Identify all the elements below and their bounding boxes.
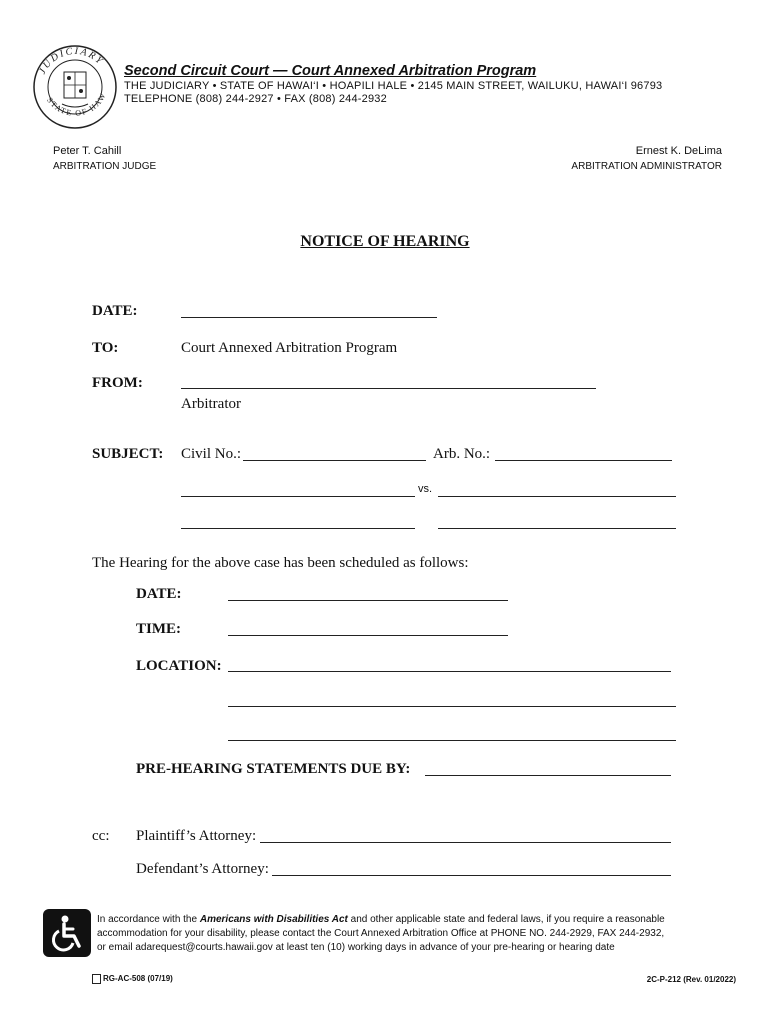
location-label: LOCATION: xyxy=(136,658,222,674)
judge-name: Peter T. Cahill xyxy=(53,145,122,157)
plaintiff-party-field[interactable] xyxy=(181,496,415,497)
prehearing-label: PRE-HEARING STATEMENTS DUE BY: xyxy=(136,761,411,777)
ada-act-name: Americans with Disabilities Act xyxy=(199,914,348,925)
date-field[interactable] xyxy=(181,317,437,318)
to-label: TO: xyxy=(92,340,119,356)
seal-top-text: JUDICIARY xyxy=(37,45,106,77)
footer-right-code: 2C-P-212 (Rev. 01/2022) xyxy=(646,975,736,984)
defendant-party-field-2[interactable] xyxy=(438,528,676,529)
judiciary-seal xyxy=(32,44,118,130)
court-phone: TELEPHONE (808) 244-2927 • FAX (808) 244-2932 xyxy=(124,93,387,105)
schedule-intro: The Hearing for the above case has been scheduled as follows: xyxy=(92,555,469,571)
prehearing-field[interactable] xyxy=(425,775,671,776)
hearing-time-label: TIME: xyxy=(136,621,181,637)
civil-no-label: Civil No.: xyxy=(181,446,242,462)
plaintiff-attorney-label: Plaintiff’s Attorney: xyxy=(136,828,257,844)
location-field-1[interactable] xyxy=(228,671,671,672)
location-field-3[interactable] xyxy=(228,740,676,741)
hearing-date-field[interactable] xyxy=(228,600,508,601)
arb-no-field[interactable] xyxy=(495,460,672,461)
judge-title: ARBITRATION JUDGE xyxy=(53,161,157,172)
arb-no-label: Arb. No.: xyxy=(433,446,491,462)
cc-label: cc: xyxy=(92,828,110,844)
vs-label: vs. xyxy=(418,483,433,495)
plaintiff-attorney-field[interactable] xyxy=(260,842,671,843)
location-field-2[interactable] xyxy=(228,706,676,707)
hearing-time-field[interactable] xyxy=(228,635,508,636)
document-title: NOTICE OF HEARING xyxy=(300,233,470,250)
defendant-attorney-field[interactable] xyxy=(272,875,671,876)
from-caption: Arbitrator xyxy=(181,396,241,412)
court-title: Second Circuit Court — Court Annexed Arbitration Program xyxy=(124,63,537,79)
from-label: FROM: xyxy=(92,375,143,391)
wheelchair-icon xyxy=(43,909,91,957)
date-label: DATE: xyxy=(92,303,138,319)
ada-notice: In accordance with the Americans with Disabilities Act and other applicable state and federal laws, if you require a reasonable accommodation for your disability, please contact the Court Annexed Arbitration Office at PHONE NO. 244-2929, FAX 244-2932, or email adarequest@courts.hawaii.gov at least ten (10) working days in advance of your pre-hearing or hearing date xyxy=(97,914,665,953)
seal-bottom-text: STATE OF HAW xyxy=(45,91,108,118)
footer-left-code: RG-AC-508 (07/19) xyxy=(92,974,173,984)
form-icon xyxy=(92,974,101,984)
defendant-party-field[interactable] xyxy=(438,496,676,497)
administrator-title: ARBITRATION ADMINISTRATOR xyxy=(571,161,722,172)
hearing-date-label: DATE: xyxy=(136,586,182,602)
administrator-name: Ernest K. DeLima xyxy=(635,145,722,157)
to-value: Court Annexed Arbitration Program xyxy=(181,340,398,356)
subject-label: SUBJECT: xyxy=(92,446,164,462)
court-address: THE JUDICIARY • STATE OF HAWAI‘I • HOAPILI HALE • 2145 MAIN STREET, WAILUKU, HAWAI‘I 96793 xyxy=(124,80,663,92)
plaintiff-party-field-2[interactable] xyxy=(181,528,415,529)
civil-no-field[interactable] xyxy=(243,460,426,461)
from-field[interactable] xyxy=(181,388,596,389)
defendant-attorney-label: Defendant’s Attorney: xyxy=(136,861,269,877)
